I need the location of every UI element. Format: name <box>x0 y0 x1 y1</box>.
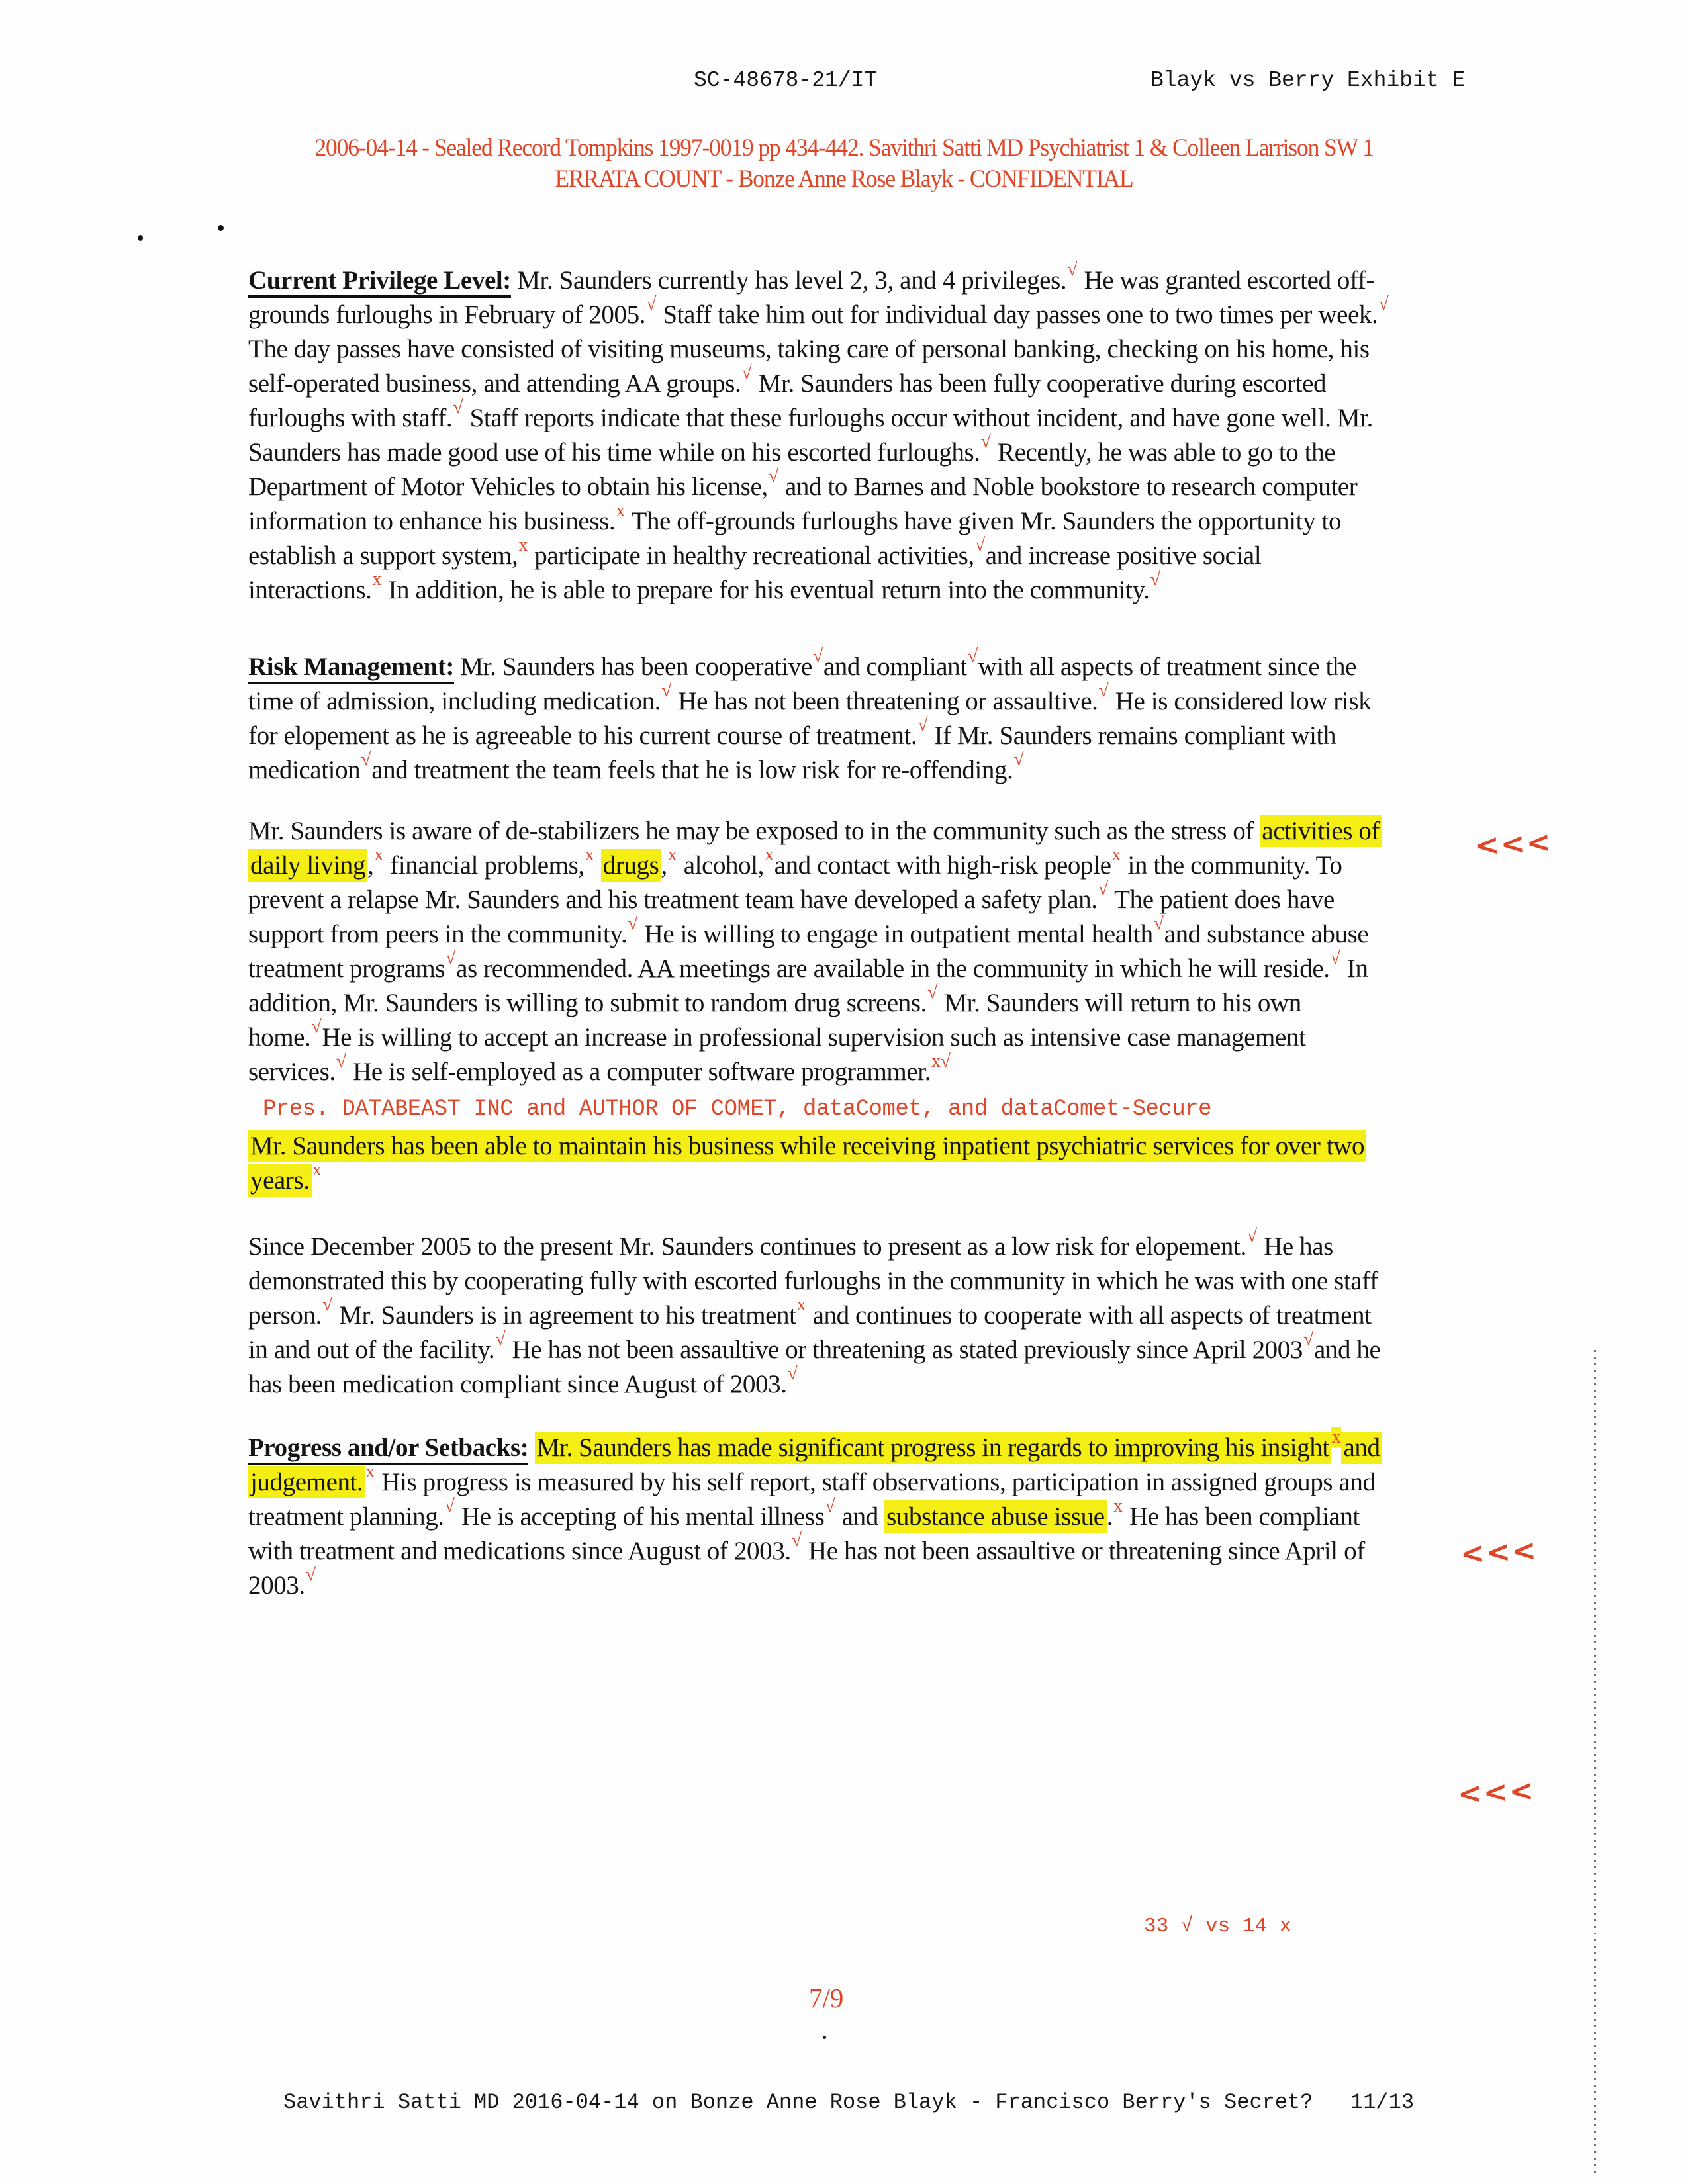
page-number: 7/9 <box>809 1983 844 2013</box>
check-mark: √ <box>1067 259 1078 280</box>
x-mark: x <box>374 844 383 865</box>
x-mark: x <box>585 844 594 865</box>
check-mark: √ <box>741 363 752 383</box>
paragraph-risk-management: Risk Management: Mr. Saunders has been cooperative√and compliant√with all aspects of treatment since the time of admission, including medication.√ He has not been threatening or assaultive.√ He is considered low risk for elopement as he is agreeable to his current course of treatment.√ If Mr. Saunders remains compliant with medication√and treatment the team feels that he is low risk for re-offending.√ <box>248 646 1372 784</box>
check-mark: √ <box>1150 569 1160 590</box>
check-mark: √ <box>305 1565 316 1585</box>
footer-page-indicator: 11/13 <box>1350 2090 1415 2115</box>
check-mark: √ <box>787 1363 798 1384</box>
section-heading: Current Privilege Level: <box>248 266 511 298</box>
check-mark: √ <box>1013 749 1024 770</box>
check-mark: √ <box>661 680 672 701</box>
x-mark: x <box>372 569 382 590</box>
case-number: SC-48678-21/IT <box>694 68 878 93</box>
check-mark: √ <box>768 466 778 486</box>
x-mark: x <box>765 844 774 865</box>
scan-artifact-dotted-line <box>1594 1350 1596 2177</box>
check-mark: √ <box>1246 1226 1257 1246</box>
paragraph-low-risk-since-2005: Since December 2005 to the present Mr. Saunders continues to present as a low risk for elopement.√ He has demonstrated this by cooperating fully with escorted furloughs in the community in which he was with one staff person.√ Mr. Saunders is in agreement to his treatment$^x$ and continues to cooperate with all aspects of treatment in and out of the facility.√ He has not been assaultive or threatening as stated previously since April 2003√and he has been medication compliant since August of 2003.√ <box>248 1226 1381 1398</box>
check-mark: √ <box>495 1329 506 1349</box>
highlighted-text: Mr. Saunders has made significant progress in regards to improving his insight <box>535 1432 1331 1464</box>
paragraph-progress-setbacks: Progress and/or Setbacks: Mr. Saunders has made significant progress in regards to improving his insight $^x$ and judgement. $^x$ His progress is measured by his self report, staff observations, participation in assigned groups and treatment planning.√ He is accepting of his mental illness√ and substance abuse issue.$^x$ He has been compliant with treatment and medications since August of 2003.√ He has not been assaultive or threatening since April of 2003.√ <box>248 1431 1395 1603</box>
section-heading: Risk Management: <box>248 653 454 684</box>
errata-header-line1: 2006-04-14 - Sealed Record Tompkins 1997-0019 pp 434-442. Savithri Satti MD Psychiatrist 1 & Colleen Larrison SW 1 <box>314 134 1374 161</box>
x-mark: x <box>796 1295 806 1315</box>
check-mark: √ <box>917 715 928 735</box>
x-mark: x <box>1331 1427 1341 1447</box>
check-mark: √ <box>311 1017 322 1037</box>
check-mark: √ <box>322 1295 332 1315</box>
check-mark: √ <box>825 1496 835 1516</box>
check-mark: √ <box>1098 879 1108 899</box>
x-mark: x <box>365 1461 375 1482</box>
document-body <box>248 259 1395 1603</box>
paragraph-business-highlight <box>248 1129 1395 1198</box>
errata-header-line2: ERRATA COUNT - Bonze Anne Rose Blayk - CONFIDENTIAL <box>555 165 1133 193</box>
margin-chevrons: <<< <box>1474 825 1553 864</box>
highlighted-text: activities of daily living <box>248 815 1382 882</box>
x-mark: x <box>616 500 625 521</box>
highlighted-text: Mr. Saunders has been able to maintain his business while receiving inpatient psychiatric services for over two years. <box>248 1130 1366 1197</box>
x-mark: x√ <box>931 1051 951 1071</box>
check-mark: √ <box>361 749 371 770</box>
section-heading: Progress and/or Setbacks: <box>248 1433 528 1465</box>
exhibit-label: Blayk vs Berry Exhibit E <box>1150 68 1466 93</box>
check-mark: √ <box>336 1051 346 1071</box>
check-mark: √ <box>1153 913 1164 934</box>
errata-header <box>34 132 1654 195</box>
check-mark: √ <box>1330 948 1340 968</box>
errata-summary: 33 √ vs 14 x <box>1144 1915 1292 1938</box>
check-mark: √ <box>812 646 823 666</box>
scan-speck <box>138 235 143 241</box>
check-mark: √ <box>628 913 638 934</box>
check-mark: √ <box>967 646 978 666</box>
paragraph-destabilizers: Mr. Saunders is aware of de-stabilizers he may be exposed to in the community such as the stress of activities of daily living,$^x$ financial problems,$^x$ drugs,$^x$ alcohol,$^x$and contact with high-risk people$^x$ in the community. To prevent a relapse Mr. Saunders and his treatment team have developed a safety plan.√ The patient does have support from peers in the community.√ He is willing to engage in outpatient mental health√and substance abuse treatment programs√as recommended. AA meetings are available in the community in which he will reside.√ In addition, Mr. Saunders is willing to submit to random drug screens.√ Mr. Saunders will return to his own home.√He is willing to accept an increase in professional supervision such as intensive case management services.√ He is self-employed as a computer software programmer.$^{x√}$ <box>248 814 1395 1089</box>
check-mark: √ <box>646 294 657 314</box>
highlighted-text: drugs <box>601 849 661 882</box>
margin-chevrons: <<< <box>1456 1773 1536 1812</box>
highlighted-text: substance abuse issue <box>884 1500 1107 1533</box>
check-mark: √ <box>980 432 991 452</box>
check-mark: √ <box>1378 294 1389 314</box>
highlighted-text: and judgement. <box>248 1432 1382 1498</box>
footer-text: Savithri Satti MD 2016-04-14 on Bonze Anne Rose Blayk - Francisco Berry's Secret? <box>283 2090 1313 2115</box>
x-mark: x <box>1113 1496 1123 1516</box>
paragraph-databeast-note: Pres. DATABEAST INC and AUTHOR OF COMET, dataComet, and dataComet-Secure <box>263 1097 1212 1122</box>
check-mark: √ <box>445 948 456 968</box>
x-mark: x <box>312 1160 322 1180</box>
x-mark: x <box>518 535 528 555</box>
scan-speck <box>823 2036 826 2039</box>
check-mark: √ <box>453 397 463 418</box>
check-mark: √ <box>791 1530 802 1551</box>
x-mark: x <box>667 844 677 865</box>
margin-chevrons: <<< <box>1459 1533 1538 1572</box>
x-mark: x <box>1111 844 1121 865</box>
check-mark: √ <box>1098 680 1109 701</box>
scan-speck <box>218 225 224 231</box>
check-mark: √ <box>974 535 985 555</box>
check-mark: √ <box>444 1496 455 1516</box>
check-mark: √ <box>927 982 937 1003</box>
check-mark: √ <box>1303 1329 1313 1349</box>
paragraph-current-privilege-level: Current Privilege Level: Mr. Saunders currently has level 2, 3, and 4 privileges.√ He was granted escorted off-grounds furloughs in February of 2005.√ Staff take him out for individual day passes one to two times per week.√ The day passes have consisted of visiting museums, taking care of personal banking, checking on his home, his self-operated business, and attending AA groups.√ Mr. Saunders has been fully cooperative during escorted furloughs with staff.√ Staff reports indicate that these furloughs occur without incident, and have gone well. Mr. Saunders has made good use of his time while on his escorted furloughs.√ Recently, he was able to go to the Department of Motor Vehicles to obtain his license,√ and to Barnes and Noble bookstore to research computer information to enhance his business.$^x$ The off-grounds furloughs have given Mr. Saunders the opportunity to establish a support system,$^x$ participate in healthy recreational activities,√and increase positive social interactions.$^x$ In addition, he is able to prepare for his eventual return into the community.√ <box>248 259 1389 604</box>
